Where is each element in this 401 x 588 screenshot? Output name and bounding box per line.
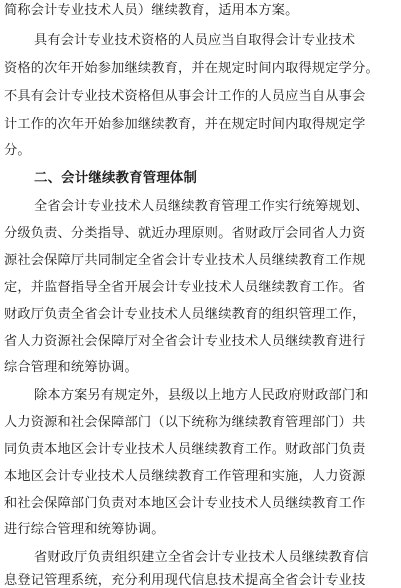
text-line-3: 资格的次年开始参加继续教育，并在规定时间内取得规定学分。 [4, 61, 379, 76]
text-line-20: 进行综合管理和统筹协调。 [4, 522, 165, 537]
paragraph-qualified-start: 具有会计专业技术资格的人员应当自取得会计专业技术 [34, 33, 356, 48]
section-heading-management-system: 二、会计继续教育管理体制 [34, 171, 198, 186]
text-line-22: 息登记管理系统，充分利用现代信息技术提高全省会计专业技 [4, 573, 366, 588]
text-line-1: 简称会计专业技术人员）继续教育，适用本方案。 [4, 3, 299, 18]
text-line-14: 综合管理和统筹协调。 [4, 360, 138, 375]
paragraph-system-start: 省财政厅负责组织建立全省会计专业技术人员继续教育信 [34, 550, 369, 565]
paragraph-county-start: 除本方案另有规定外，县级以上地方人民政府财政部门和 [34, 388, 369, 403]
text-line-16: 人力资源和社会保障部门（以下统称为继续教育管理部门）共 [4, 415, 366, 430]
text-line-11: 定，并监督指导全省开展会计专业技术人员继续教育工作。省 [4, 280, 366, 295]
text-line-9: 分级负责、分类指导、就近办理原则。省财政厅会同省人力资 [4, 226, 366, 241]
text-line-12: 财政厅负责全省会计专业技术人员继续教育的组织管理工作， [4, 307, 366, 322]
text-line-6: 分。 [4, 143, 31, 158]
text-line-10: 源社会保障厅共同制定全省会计专业技术人员继续教育工作规 [4, 253, 366, 268]
text-line-13: 省人力资源社会保障厅对全省会计专业技术人员继续教育进行 [4, 334, 366, 349]
text-line-5: 计工作的次年开始参加继续教育，并在规定时间内取得规定学 [4, 117, 366, 132]
text-line-19: 和社会保障部门负责对本地区会计专业技术人员继续教育工作 [4, 496, 366, 511]
text-line-18: 本地区会计专业技术人员继续教育工作管理和实施，人力资源 [4, 469, 366, 484]
paragraph-province-start: 全省会计专业技术人员继续教育管理工作实行统筹规划、 [34, 199, 369, 214]
text-line-17: 同负责本地区会计专业技术人员继续教育工作。财政部门负责 [4, 442, 366, 457]
paragraph-unqualified-start: 不具有会计专业技术资格但从事会计工作的人员应当自从事会 [4, 89, 366, 104]
